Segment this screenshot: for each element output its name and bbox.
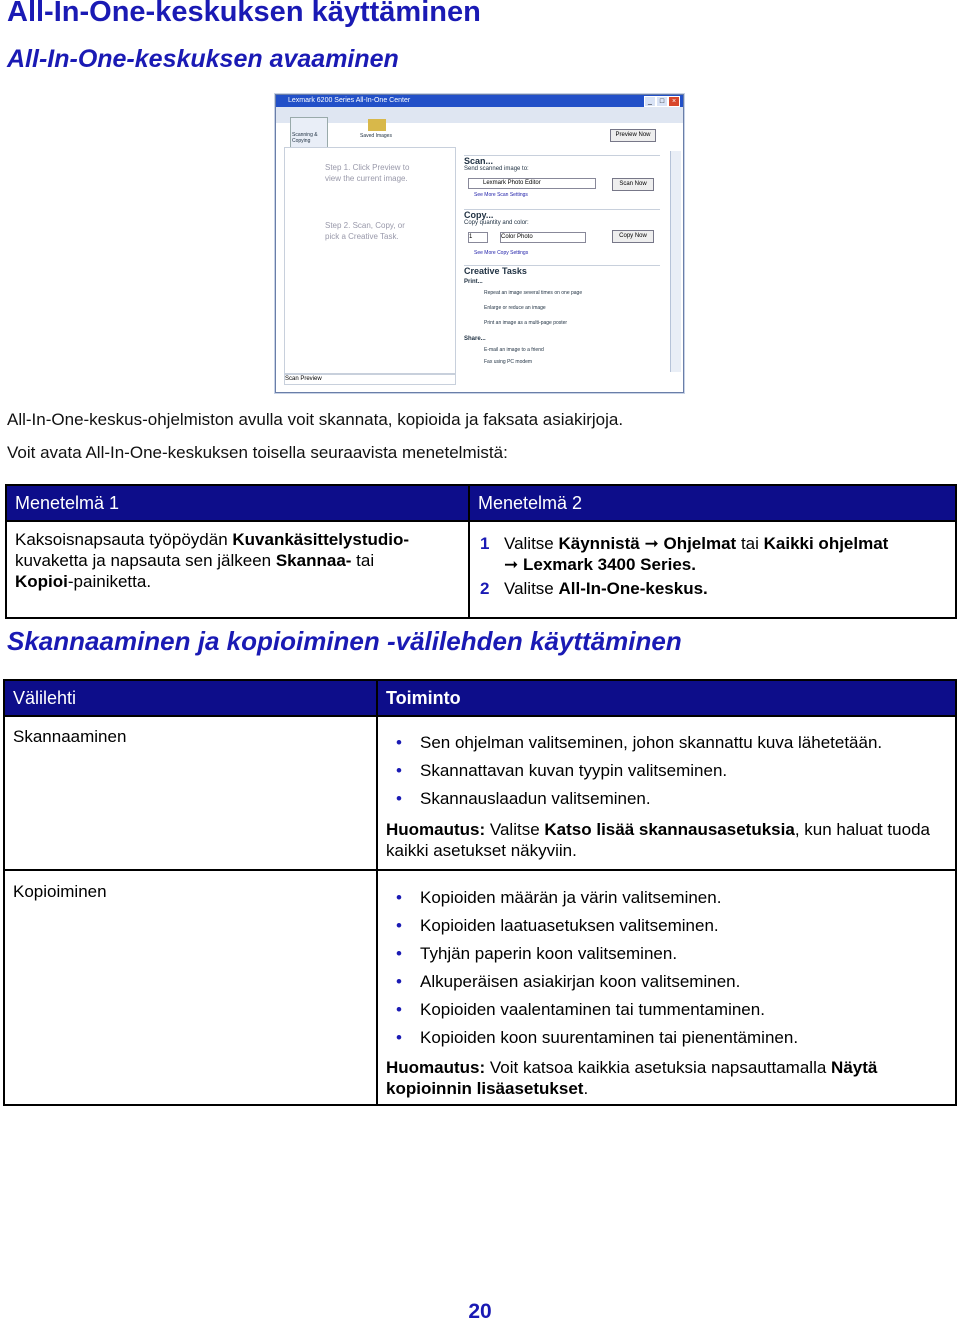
page-title: All-In-One-keskuksen käyttäminen xyxy=(7,0,481,28)
list-item: • Kopioiden laatuasetuksen valitseminen. xyxy=(386,915,947,936)
minimize-button[interactable]: _ xyxy=(644,96,656,107)
tab-scanning-label: Skannaaminen xyxy=(4,716,377,870)
maximize-button[interactable]: □ xyxy=(656,96,668,107)
list-item: • Kopioiden määrän ja värin valitseminen. xyxy=(386,887,947,908)
task-repeat-image[interactable]: Repeat an image several times on one page xyxy=(484,290,583,296)
scan-destination-select[interactable]: Lexmark Photo Editor xyxy=(468,178,596,189)
tab-copying-label: Kopioiminen xyxy=(4,870,377,1105)
arrow-icon: ➞ xyxy=(644,534,659,553)
copying-note: Huomautus: Voit katsoa kaikkia asetuksia napsauttamalla Näytä kopioinnin lisäasetukset. xyxy=(386,1058,878,1098)
intro-paragraph: All-In-One-keskus-ohjelmiston avulla voit skannata, kopioida ja faksata asiakirjoja. xyxy=(7,410,624,429)
toolbar-strip xyxy=(276,107,683,123)
window-titlebar: Lexmark 6200 Series All-In-One Center xyxy=(276,95,683,107)
tab-scanning-copying[interactable]: Scanning & Copying xyxy=(290,117,328,149)
section-heading-tabs: Skannaaminen ja kopioiminen -välilehden käyttäminen xyxy=(7,626,682,656)
task-fax[interactable]: Fax using PC modem xyxy=(484,359,533,365)
tab-saved-images[interactable]: Saved Images xyxy=(360,119,396,147)
more-scan-settings-link[interactable]: See More Scan Settings xyxy=(474,192,528,198)
list-item: • Skannauslaadun valitseminen. xyxy=(386,788,947,809)
arrow-icon: ➞ xyxy=(504,555,519,574)
method-2-header: Menetelmä 2 xyxy=(469,485,956,521)
scan-section: Scan... Send scanned image to: Lexmark Photo Editor Scan Now See More Scan Settings xyxy=(464,155,660,208)
more-copy-settings-link[interactable]: See More Copy Settings xyxy=(474,250,529,256)
copy-quantity-stepper[interactable]: 1 xyxy=(468,232,488,243)
copy-color-select[interactable]: Color Photo xyxy=(500,232,586,243)
scrollbar[interactable] xyxy=(670,151,681,372)
method-2-step-1: 1 Valitse Käynnistä ➞ Ohjelmat tai Kaikki ohjelmat ➞ Lexmark 3400 Series. xyxy=(480,534,889,574)
list-item: • Alkuperäisen asiakirjan koon valitseminen. xyxy=(386,971,947,992)
list-item: • Tyhjän paperin koon valitseminen. xyxy=(386,943,947,964)
task-email[interactable]: E-mail an image to a friend xyxy=(484,347,544,353)
creative-tasks-section: Creative Tasks Print... Repeat an image several times on one page Enlarge or reduce an image Print an image as a multi-page poster Share... E-mail an image to a friend Fax using PC modem xyxy=(464,265,660,378)
methods-intro: Voit avata All-In-One-keskuksen toisella seuraavista menetelmistä: xyxy=(7,443,508,462)
page-number: 20 xyxy=(468,1300,492,1323)
list-item: • Sen ohjelman valitseminen, johon skannattu kuva lähetetään. xyxy=(386,732,947,753)
copy-section: Copy... Copy quantity and color: 1 Color Photo Copy Now See More Copy Settings xyxy=(464,209,660,264)
copying-functions xyxy=(377,870,956,1105)
task-enlarge-reduce[interactable]: Enlarge or reduce an image xyxy=(484,305,546,311)
copy-now-button[interactable]: Copy Now xyxy=(612,230,654,243)
list-item: • Kopioiden koon suurentaminen tai pienentäminen. xyxy=(386,1027,947,1048)
preview-now-button[interactable]: Preview Now xyxy=(610,129,656,142)
function-column-header: Toiminto xyxy=(377,680,956,716)
scan-now-button[interactable]: Scan Now xyxy=(612,178,654,191)
section-heading-open: All-In-One-keskuksen avaaminen xyxy=(7,45,399,73)
list-item: • Kopioiden vaalentaminen tai tummentaminen. xyxy=(386,999,947,1020)
task-poster[interactable]: Print an image as a multi-page poster xyxy=(484,320,568,326)
methods-table xyxy=(5,484,957,619)
scanning-note: Huomautus: Valitse Katso lisää skannausasetuksia, kun haluat tuoda kaikki asetukset näkyviin. xyxy=(386,820,930,860)
list-item: • Skannattavan kuvan tyypin valitseminen. xyxy=(386,760,947,781)
status-bar: Scan Preview xyxy=(284,373,456,385)
tab-column-header: Välilehti xyxy=(4,680,377,716)
close-icon[interactable]: × xyxy=(668,96,680,107)
method-2-step-2: 2 Valitse All-In-One-keskus. xyxy=(480,579,708,598)
method-1-cell: Kaksoisnapsauta työpöydän Kuvankäsittelystudio- kuvaketta ja napsauta sen jälkeen Skannaa- tai Kopioi-painiketta. xyxy=(6,521,469,618)
folder-icon xyxy=(368,119,386,131)
scanning-functions xyxy=(377,716,956,870)
method-1-header: Menetelmä 1 xyxy=(6,485,469,521)
preview-pane: Step 1. Click Preview to view the current image. Step 2. Scan, Copy, or pick a Creative Task. xyxy=(284,147,456,375)
method-2-cell xyxy=(469,521,956,618)
all-in-one-center-screenshot xyxy=(275,94,684,393)
tab-functions-table xyxy=(3,679,957,1106)
